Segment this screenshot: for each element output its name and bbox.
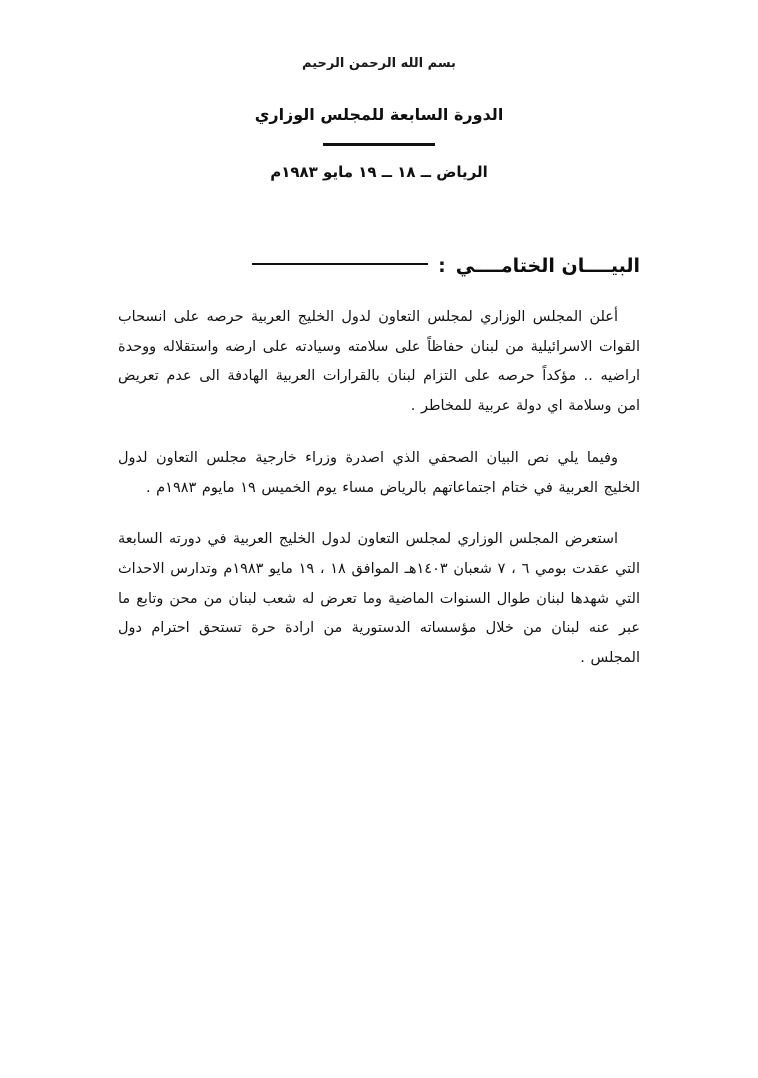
heading-underline	[252, 263, 428, 265]
document-header	[0, 56, 758, 181]
paragraph-2: وفيما يلي نص البيان الصحفي الذي اصدرة وزراء خارجية مجلس التعاون لدول الخليج العربية في ختام اجتماعاتهم بالرياض مساء يوم الخميس ١٩ مايوم ١٩٨٣م .	[118, 449, 640, 496]
section-heading-row	[118, 255, 640, 277]
paragraph-1: أعلن المجلس الوزاري لمجلس التعاون لدول الخليج العربية حرصه على انسحاب القوات الاسرائيلية من لبنان حفاظاً على سلامته وسيادته على ارضه واستقلاله ووحدة اراضيه .. مؤكداً حرصه على التزام لبنان بالقرارات العربية الهادفة الى عدم تعريض امن وسلامة اي دولة عربية للمخاطر .	[118, 309, 640, 415]
document-body	[118, 255, 640, 674]
basmala-text: بسم الله الرحمن الرحيم	[302, 56, 456, 71]
place-and-date: الرياض ــ ١٨ ــ ١٩ مايو ١٩٨٣م	[270, 163, 488, 181]
header-divider	[323, 143, 435, 146]
section-heading: البيــــان الختامــــي	[455, 255, 640, 277]
session-title: الدورة السابعة للمجلس الوزاري	[254, 105, 504, 124]
paragraph-3: استعرض المجلس الوزاري لمجلس التعاون لدول الخليج العربية في دورته السابعة التي عقدت بومي ٦ ، ٧ شعبان ١٤٠٣هـ الموافق ١٨ ، ١٩ مايو ١٩٨٣م وتدارس الاحداث التي شهدها لبنان طوال السنوات الماضية وما تعرض له شعب لبنان من محن وتابع ما عبر عنه لبنان من خلال مؤسساته الدستورية من ارادة حرة تستحق احترام دول المجلس .	[118, 531, 640, 667]
heading-colon: :	[438, 255, 446, 277]
